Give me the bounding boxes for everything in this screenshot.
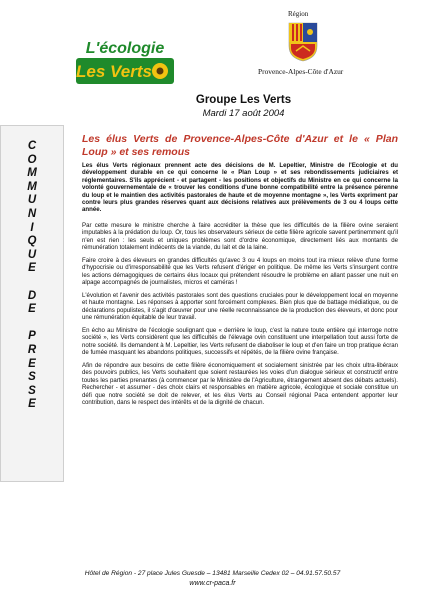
- logo-line1: L'écologie: [85, 40, 165, 57]
- body-paragraph: L'évolution et l'avenir des activités pastorales sont des questions cruciales pour le développement local en moyenne et haute montagne. Les réponses à apporter sont forcément complexes. Bien plus que de battage médiatique, ou de déclarations populistes, il s'agit d'œuvrer pour une réelle reconnaissance de la production des éleveurs, et donc pour une rémunération équitable de leur travail.: [82, 291, 398, 322]
- footer-address: Hôtel de Région - 27 place Jules Guesde – 13481 Marseille Cedex 02 – 04.91.57.50.57: [84, 570, 341, 577]
- body-paragraph: Faire croire à des éleveurs en grandes difficultés qu'avec 3 ou 4 loups en moins tout ira mieux relève d'une forme d'hypocrisie ou d'irresponsabilité que les Verts refusent d'ériger en politique. De même les Verts s'insurgent contre les actions démagogiques de certains élus locaux qui prétendent résoudre le problème en allant passer une nuit en alpage accompagnés de journalistes, micros et caméras !: [82, 256, 398, 287]
- press-body: [82, 162, 398, 412]
- body-paragraph: Afin de répondre aux besoins de cette filière économiquement et socialement sinistrée par les choix ultra-libéraux des pouvoirs publics, les Verts souhaitent que soient restaurées les voies d'un dialogue sérieux et constructif entre toutes les parties prenantes (à commencer par le Ministère de l'Agriculture, étrangement absent des débats actuels). Rechercher - et assumer - des choix clairs et responsables en matière agricole, écologique et sociale constitue un défi que notre société se doit de relever, et les élus Verts au Conseil régional Paca entendent apporter leur contribution, dans le respect des intérêts et de la dignité de chacun.: [82, 361, 398, 406]
- region-word: Région: [288, 10, 309, 18]
- sidebar-letter: E: [28, 398, 36, 411]
- footer-url[interactable]: www.cr-paca.fr: [189, 580, 236, 587]
- communique-letters: [1, 140, 63, 412]
- sidebar-letter: M: [27, 180, 37, 193]
- group-title: Groupe Les Verts: [195, 94, 292, 106]
- region-name: Provence-Alpes-Côte d'Azur: [258, 67, 344, 76]
- press-headline: Les élus Verts de Provence-Alpes-Côte d'Azur et le « Plan Loup » et ses remous: [82, 133, 398, 158]
- sidebar-letter: Q: [27, 235, 37, 248]
- sidebar-spacer: [1, 317, 63, 331]
- region-crest-icon: [288, 22, 318, 62]
- sidebar-letter: S: [28, 384, 36, 397]
- les-verts-logo: [72, 34, 178, 90]
- sidebar-letter: P: [28, 330, 36, 343]
- body-paragraph: Par cette mesure le ministre cherche à faire accréditer la thèse que les difficultés de la filière ovine seraient imputables à la prédation du loup. Or, tous les observateurs sérieux de cette filière agricole savent pertinemment qu'il n'en est rien : les seuls et uniques problèmes sont d'ordre économique, directement liés aux montants de rémunération totalement indécents de la viande, du lait et de la laine.: [82, 221, 398, 252]
- sidebar-spacer: [1, 276, 63, 290]
- release-date: Mardi 17 août 2004: [202, 108, 285, 119]
- sidebar-letter: O: [27, 153, 37, 166]
- sidebar-letter: M: [27, 167, 37, 180]
- sidebar-letter: U: [27, 248, 37, 261]
- region-logo: [258, 10, 378, 85]
- sidebar-letter: E: [28, 262, 36, 275]
- communique-sidebar: [0, 125, 64, 482]
- lead-paragraph: Les élus Verts régionaux prennent acte des décisions de M. Lepeltier, Ministre de l'Ecologie et du développement durable en ce qui concerne le « Plan Loup » et ses rebondissements judiciaires et réglementaires. S'ils apprécient - et partagent - les positions et objectifs du Ministre en ce qui concerne la volonté gouvernementale de « trouver les conditions d'une bonne compatibilité entre la présence pérenne du loup et le maintien des activités pastorales de haute et de moyenne montagne », les Verts expriment par contre leurs plus grandes réserves quant aux décisions relatives aux prélèvements de 3 ou 4 loups cette année.: [82, 162, 398, 214]
- sidebar-letter: C: [27, 140, 37, 152]
- sidebar-letter: E: [28, 357, 36, 370]
- logo-line2: Les Verts: [76, 62, 152, 81]
- sidebar-letter: U: [27, 194, 37, 207]
- sidebar-letter: E: [28, 303, 36, 316]
- sidebar-letter: D: [27, 289, 37, 302]
- sidebar-letter: N: [27, 207, 37, 220]
- sidebar-letter: S: [28, 371, 36, 384]
- sidebar-letter: I: [30, 221, 34, 234]
- body-paragraph: En écho au Ministre de l'écologie soulignant que « derrière le loup, c'est la nature toute entière qui interroge notre société », les Verts considèrent que les difficultés de l'élevage ovin constituent une interpellation tout aussi forte de notre société. Ils demandent à M. Lepeltier, les Verts refusent de diaboliser le loup et d'en faire un trop pratique écran de fumée masquant les abandons politiques, successifs et répétés, de la filière ovine française.: [82, 326, 398, 357]
- sidebar-letter: R: [27, 343, 37, 356]
